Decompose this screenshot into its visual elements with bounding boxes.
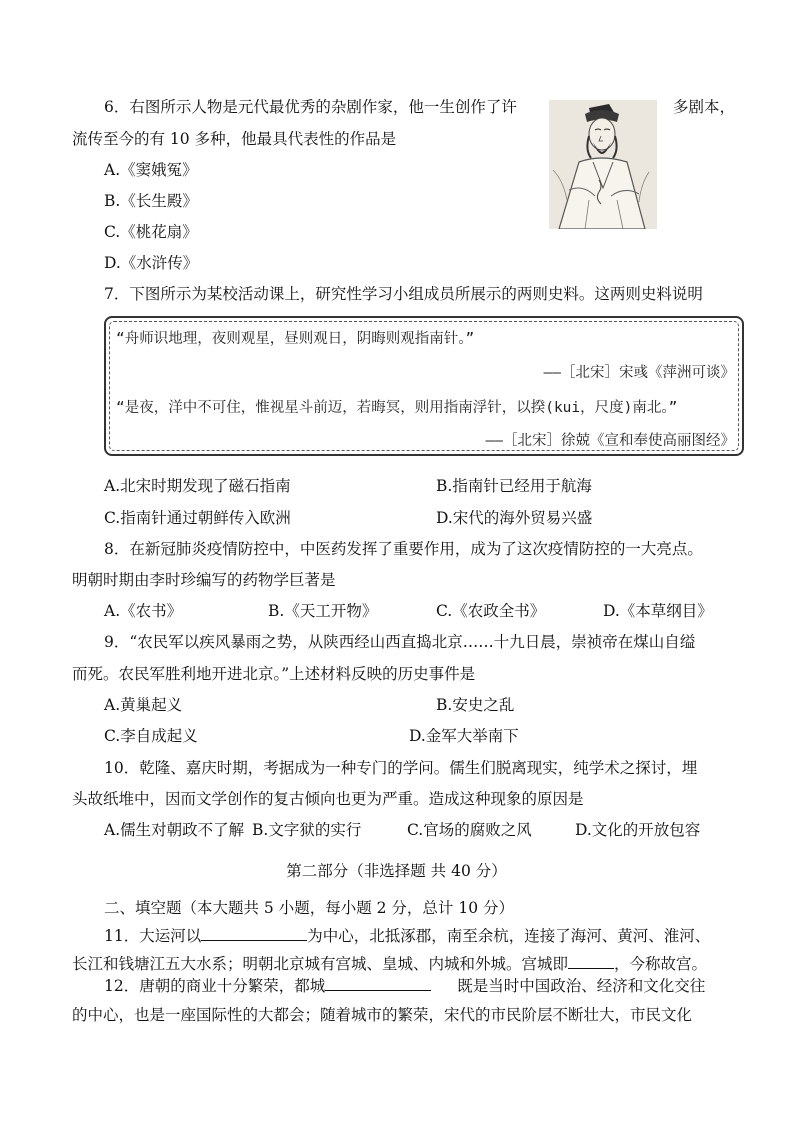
q8-line1: 8．在新冠肺炎疫情防控中，中医药发挥了重要作用，成为了这次疫情防控的一大亮点。	[104, 540, 703, 558]
q12-line2: 的中心，也是一座国际性的大都会；随着城市的繁荣，宋代的市民阶层不断壮大，市民文化	[72, 1006, 693, 1024]
q7-quote-2: “是夜，洋中不可住，惟视星斗前迈，若晦冥，则用指南浮针，以揆(kui，尺度)南北。”	[116, 400, 678, 416]
q11-line1	[104, 925, 710, 946]
q9-option-a[interactable]: A.黄巢起义	[104, 696, 183, 714]
q8-option-c[interactable]: C.《农政全书》	[436, 602, 546, 620]
q7-quote-1: “舟师识地理，夜则观星，昼则观日，阴晦则观指南针。”	[116, 331, 475, 347]
q6-option-b[interactable]: B.《长生殿》	[104, 192, 198, 210]
section-heading: 二、填空题（本大题共 5 小题，每小题 2 分，总计 10 分）	[104, 899, 515, 917]
q6-stem-a: 6．右图所示人物是元代最优秀的杂剧作家，他一生创作了许	[104, 98, 517, 116]
q12-text-a: 12．唐朝的商业十分繁荣，都城	[104, 977, 326, 995]
q6-line1-tail: 多剧本，	[673, 98, 736, 116]
q12-blank-1[interactable]	[325, 975, 431, 991]
q12-text-b: 既是当时中国政治、经济和文化交往	[457, 977, 706, 995]
q10-option-a[interactable]: A.儒生对朝政不了解	[104, 821, 245, 839]
q11-text-b: 为中心，北抵涿郡，南至余杭，连接了海河、黄河、淮河、	[307, 927, 711, 945]
q7-option-a[interactable]: A.北宋时期发现了磁石指南	[104, 477, 291, 495]
q7-stem: 7．下图所示为某校活动课上，研究性学习小组成员所展示的两则史料。这两则史料说明	[104, 285, 703, 303]
q9-option-c[interactable]: C.李自成起义	[104, 727, 198, 745]
part2-title: 第二部分（非选择题 共 40 分）	[286, 862, 507, 880]
q11-text-d: ，今称故宫。	[614, 955, 708, 973]
q8-option-b[interactable]: B.《天工开物》	[268, 602, 378, 620]
q8-option-d[interactable]: D.《本草纲目》	[603, 602, 713, 620]
q11-blank-2[interactable]	[568, 953, 614, 969]
q12-line1	[104, 975, 705, 996]
q7-option-b[interactable]: B.指南针已经用于航海	[436, 477, 592, 495]
q8-line2: 明朝时期由李时珍编写的药物学巨著是	[72, 571, 336, 589]
q10-option-d[interactable]: D.文化的开放包容	[575, 821, 701, 839]
q11-line2	[72, 953, 707, 974]
q7-citation-2: ——［北宋］徐兢《宣和奉使高丽图经》	[485, 433, 735, 449]
q6-option-a[interactable]: A.《窦娥冤》	[104, 161, 198, 179]
q11-blank-1[interactable]	[201, 925, 307, 941]
q10-option-b[interactable]: B.文字狱的实行	[252, 821, 362, 839]
q11-text-c: 长江和钱塘江五大水系；明朝北京城有宫城、皇城、内城和外城。宫城即	[72, 955, 569, 973]
q9-line2: 而死。农民军胜利地开进北京。”上述材料反映的历史事件是	[72, 665, 476, 683]
q7-citation-1: ——［北宋］宋彧《萍洲可谈》	[543, 365, 735, 381]
q11-text-a: 11．大运河以	[104, 927, 202, 945]
q7-option-d[interactable]: D.宋代的海外贸易兴盛	[436, 509, 593, 527]
q6-line1	[104, 97, 517, 117]
q7-option-c[interactable]: C.指南针通过朝鲜传入欧洲	[104, 509, 291, 527]
q10-option-c[interactable]: C.官场的腐败之风	[407, 821, 532, 839]
q6-option-c[interactable]: C.《桃花扇》	[104, 223, 198, 241]
portrait-image	[549, 100, 657, 229]
q6-option-d[interactable]: D.《水浒传》	[104, 254, 199, 272]
q10-line2: 头故纸堆中，因而文学创作的复古倾向也更为严重。造成这种现象的原因是	[72, 790, 584, 808]
q8-option-a[interactable]: A.《农书》	[104, 602, 183, 620]
q9-option-d[interactable]: D.金军大举南下	[409, 727, 519, 745]
q6-line2: 流传至今的有 10 多种，他最具代表性的作品是	[72, 130, 397, 148]
q10-line1: 10．乾隆、嘉庆时期，考据成为一种专门的学问。儒生们脱离现实，纯学术之探讨，埋	[104, 759, 698, 777]
q9-option-b[interactable]: B.安史之乱	[436, 696, 515, 714]
q9-line1: 9．“农民军以疾风暴雨之势，从陕西经山西直捣北京……十九日晨，崇祯帝在煤山自缢	[104, 633, 696, 651]
